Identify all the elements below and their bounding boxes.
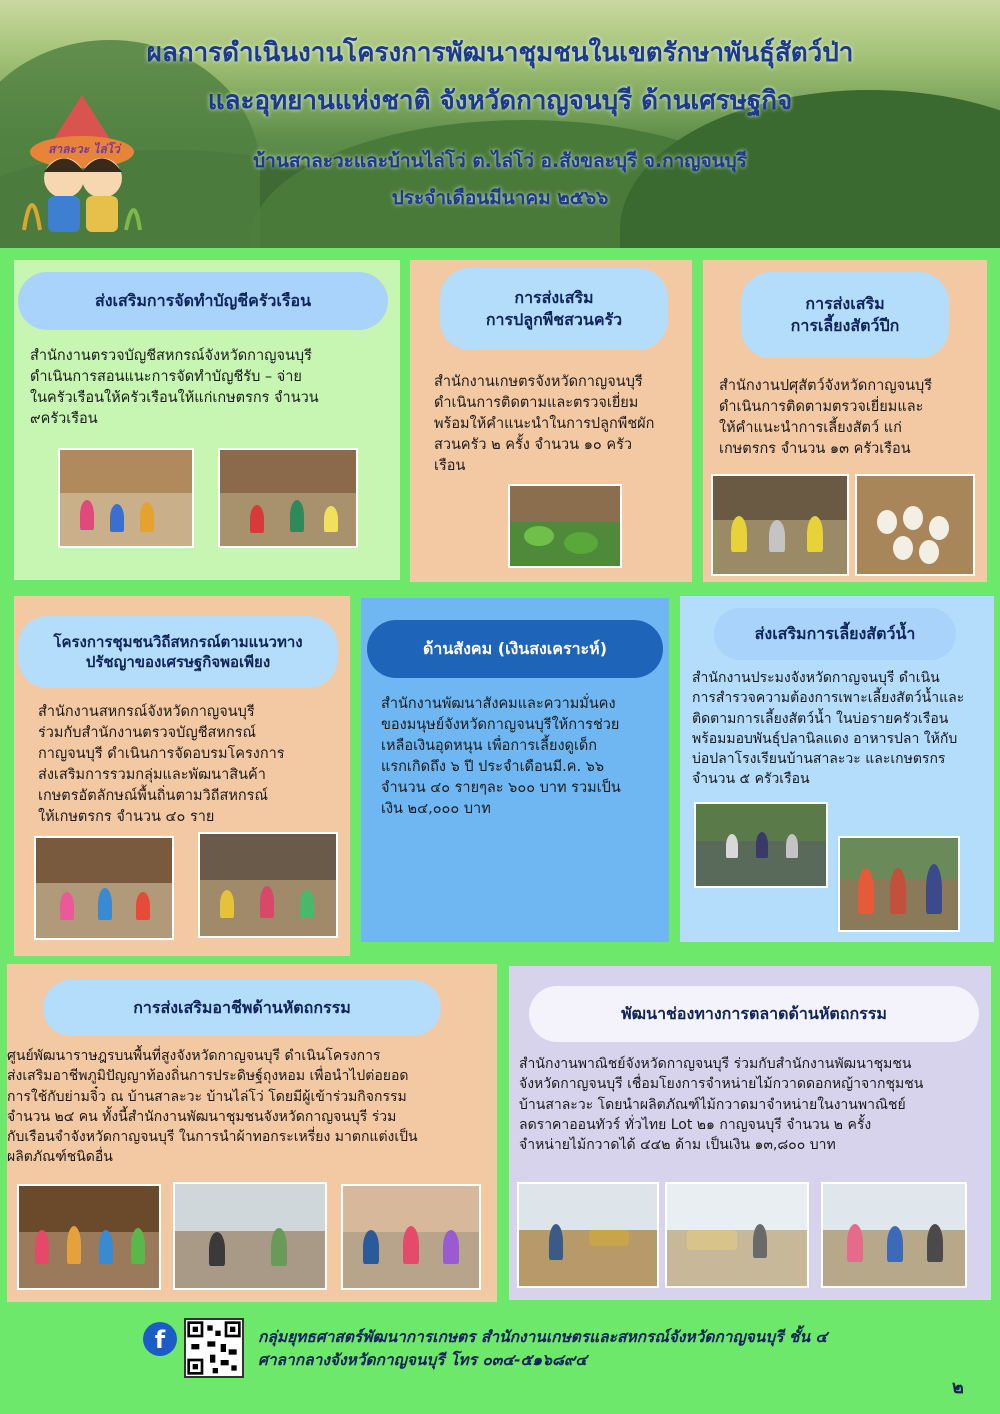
photo-market-booth — [665, 1182, 809, 1288]
photo-training-session — [58, 448, 194, 548]
header-banner — [0, 0, 1000, 248]
panel-handicraft-career — [7, 964, 497, 1302]
panel-body: สำนักงานปศุสัตว์จังหวัดกาญจนบุรี ดำเนินการติดตามตรวจเยี่ยมและ ให้คำแนะนำการเลี้ยงสัตว์ แก่ เกษตรกร จำนวน ๑๓ ครัวเรือน — [719, 378, 933, 458]
panel-body: สำนักงานพาณิชย์จังหวัดกาญจนบุรี ร่วมกับสำนักงานพัฒนาชุมชน จังหวัดกาญจนบุรี เชื่อมโยงการจำหน่ายไม้กวาดดอกหญ้าจากชุมชน บ้านสาละวะ โดยนำผลิตภัณฑ์ไม้กวาดมาจำหน่ายในงานพาณิชย์ ลดราคาออนทัวร์ ทั่วไทย Lot ๒๑ กาญจนบุรี จำนวน ๒ ครั้ง จำหน่ายไม้กวาดได้ ๔๔๒ ด้าม เป็นเงิน ๑๓,๘๐๐ บาท — [519, 1056, 924, 1154]
panel-body: สำนักงานเกษตรจังหวัดกาญจนบุรี ดำเนินการติดตามและตรวจเยี่ยม พร้อมให้คำแนะนำในการปลูกพืชผัก สวนครัว ๒ ครั้ง จำนวน ๑๐ ครัว เรือน — [434, 374, 655, 475]
panel-title: การส่งเสริม การปลูกพืชสวนครัว — [440, 268, 668, 350]
page-subtitle-date: ประจำเดือนมีนาคม ๒๕๖๖ — [391, 187, 609, 209]
village-logo — [22, 90, 142, 240]
panel-body: สำนักงานสหกรณ์จังหวัดกาญจนบุรี ร่วมกับสำนักงานตรวจบัญชีสหกรณ์ กาญจนบุรี ดำเนินการจัดอบรมโครงการ ส่งเสริมการรวมกลุ่มและพัฒนาสินค้า เกษตรอัตลักษณ์พื้นถิ่นตามวิถีสหกรณ์ ให้เกษตรกร จำนวน ๔๐ ราย — [38, 704, 285, 826]
panel-household-accounting — [14, 260, 400, 580]
panel-title: โครงการชุมชนวิถีสหกรณ์ตามแนวทาง ปรัชญาของเศรษฐกิจพอเพียง — [18, 616, 338, 688]
panel-title: การส่งเสริมอาชีพด้านหัตถกรรม — [43, 980, 441, 1036]
panel-cooperative-community — [14, 596, 350, 956]
photo-livestock-visit — [711, 474, 849, 576]
photo-fish-pond — [694, 802, 828, 888]
panel-handicraft-marketing — [509, 966, 991, 1300]
photo-eggs — [855, 474, 975, 576]
panel-aquaculture — [680, 596, 994, 942]
panel-body: สำนักงานพัฒนาสังคมและความมั่นคง ของมนุษย์จังหวัดกาญจนบุรีให้การช่วย เหลือเงินอุดหนุน เพื่อการเลี้ยงดูเด็ก แรกเกิดถึง ๖ ปี ประจำเดือนมี.ค. ๖๖ จำนวน ๔๐ รายๆละ ๖๐๐ บาท รวมเป็น เงิน ๒๔,๐๐๐ บาท — [381, 696, 621, 818]
panel-body: สำนักงานตรวจบัญชีสหกรณ์จังหวัดกาญจนบุรี ดำเนินการสอนแนะการจัดทำบัญชีรับ – จ่าย ในครัวเรือนให้ครัวเรือนให้แก่เกษตรกร จำนวน ๙ครัวเรือน — [30, 348, 319, 428]
panel-title: การส่งเสริม การเลี้ยงสัตว์ปีก — [741, 272, 949, 358]
photo-cooperative-training — [34, 836, 174, 940]
page-subtitle-location: บ้านสาละวะและบ้านไล่โว่ ต.ไล่โว่ อ.สังขละบุรี จ.กาญจนบุรี — [253, 150, 747, 172]
photo-fish-handover — [838, 836, 960, 932]
photo-handicraft-group — [17, 1184, 161, 1290]
panel-poultry-raising — [703, 260, 987, 582]
page-title-line1: ผลการดำเนินงานโครงการพัฒนาชุมชนในเขตรักษาพันธุ์สัตว์ป่า — [146, 38, 854, 68]
panel-body: ศูนย์พัฒนาราษฎรบนพื้นที่สูงจังหวัดกาญจนบุรี ดำเนินโครงการ ส่งเสริมอาชีพภูมิปัญญาท้องถิ่นการประดิษฐ์ถุงหอม เพื่อนำไปต่อยอด การใช้กับย่ามจิ๋ว ณ บ้านสาละวะ บ้านไล่โว่ โดยมีผู้เข้าร่วมกิจกรรม จำนวน ๒๔ คน ทั้งนี้สำนักงานพัฒนาชุมชนจังหวัดกาญจนบุรี ร่วม กับเรือนจำจังหวัดกาญจนบุรี ในการนำผ้าทอกระเหรี่ยง มาตกแต่งเป็น ผลิตภัณฑ์ชนิดอื่น — [7, 1048, 418, 1166]
photo-training-session — [218, 448, 358, 548]
panel-title: ด้านสังคม (เงินสงเคราะห์) — [367, 620, 663, 678]
panel-kitchen-garden — [410, 260, 692, 582]
panel-title: ส่งเสริมการเลี้ยงสัตว์น้ำ — [714, 608, 956, 660]
panel-body: สำนักงานประมงจังหวัดกาญจนบุรี ดำเนิน การสำรวจความต้องการเพาะเลี้ยงสัตว์น้ำและ ติดตามการเลี้ยงสัตว์น้ำ ในบ่อรายครัวเรือน พร้อมมอบพันธุ์ปลานิลแดง อาหารปลา ให้กับ บ่อปลาโรงเรียนบ้านสาละวะ และเกษตรกร จำนวน ๕ ครัวเรือน — [692, 670, 965, 788]
panel-title: พัฒนาช่องทางการตลาดด้านหัตถกรรม — [529, 986, 979, 1042]
page-title-line2: และอุทยานแห่งชาติ จังหวัดกาญจนบุรี ด้านเศรษฐกิจ — [207, 86, 793, 116]
photo-cooperative-training — [198, 832, 338, 938]
photo-market-customers — [821, 1182, 967, 1288]
photo-handicraft-products — [341, 1184, 481, 1290]
photo-broom-sales — [517, 1182, 659, 1288]
page-number: ๒ — [952, 1377, 964, 1398]
qr-code-icon[interactable] — [184, 1318, 244, 1378]
panel-title: ส่งเสริมการจัดทำบัญชีครัวเรือน — [18, 272, 388, 330]
photo-vegetable-plot — [508, 484, 622, 568]
panel-social-welfare — [361, 598, 669, 942]
facebook-icon[interactable]: f — [143, 1322, 177, 1356]
logo-text: สาละวะ ไล่โว่ — [48, 142, 120, 156]
footer-contact-text: กลุ่มยุทธศาสตร์พัฒนาการเกษตร สำนักงานเกษตรและสหกรณ์จังหวัดกาญจนบุรี ชั้น ๔ ศาลากลางจังหวัดกาญจนบุรี โทร ๐๓๔-๕๑๖๘๙๔ — [258, 1328, 828, 1370]
photo-handicraft-workshop — [173, 1182, 327, 1290]
